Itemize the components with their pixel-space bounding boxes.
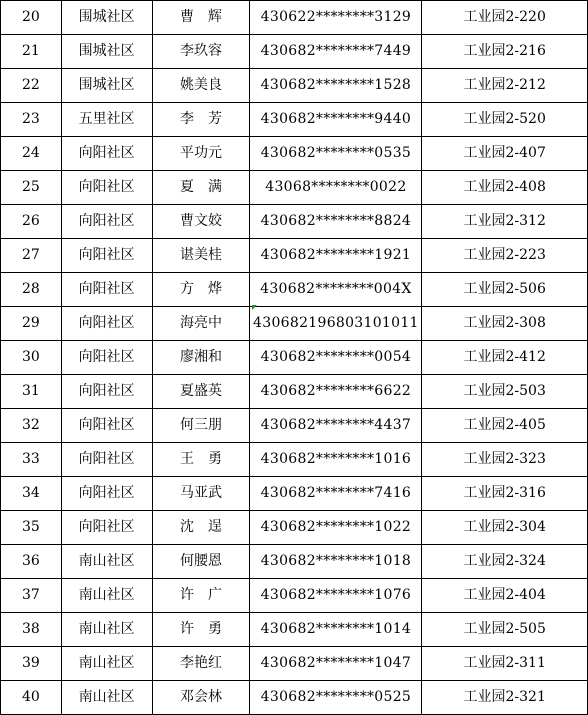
community-cell: [61, 681, 152, 715]
community-text: 南山社区: [78, 621, 135, 637]
community-cell: [61, 103, 152, 137]
id-number-cell: [250, 35, 422, 69]
community-cell: [61, 69, 152, 103]
community-text: 南山社区: [78, 553, 135, 569]
address-cell: [422, 375, 588, 409]
address-text: 工业园2-324: [463, 553, 546, 569]
id-number-text: 430682********1022: [260, 519, 412, 535]
id-number-text: 430682196803101011: [253, 315, 419, 331]
address-cell: [422, 205, 588, 239]
table-row: [1, 239, 588, 273]
row-number-cell: [1, 341, 62, 375]
name-text: 曹文姣: [180, 213, 222, 229]
name-text: 方烨: [180, 281, 236, 297]
row-number-text: 36: [21, 553, 40, 569]
id-number-text: 430682********1528: [260, 77, 412, 93]
id-number-cell: [250, 579, 422, 613]
community-cell: [61, 545, 152, 579]
address-text: 工业园2-323: [463, 451, 546, 467]
id-number-cell: [250, 613, 422, 647]
row-number-cell: [1, 681, 62, 715]
row-number-cell: [1, 477, 62, 511]
name-cell: [152, 35, 250, 69]
table-row: [1, 1, 588, 35]
address-cell: [422, 171, 588, 205]
name-text: 马亚武: [180, 485, 222, 501]
row-number-text: 33: [21, 451, 40, 467]
name-text: 许勇: [180, 621, 236, 637]
address-text: 工业园2-321: [463, 689, 546, 705]
address-text: 工业园2-407: [463, 145, 546, 161]
table-row: [1, 443, 588, 477]
id-number-text: 430682********8824: [260, 213, 412, 229]
community-text: 南山社区: [78, 689, 135, 705]
row-number-cell: [1, 443, 62, 477]
table-row: [1, 545, 588, 579]
row-number-text: 29: [21, 315, 40, 331]
name-cell: [152, 307, 250, 341]
name-text: 夏盛英: [180, 383, 222, 399]
address-cell: [422, 511, 588, 545]
id-number-text: 430682********7449: [260, 43, 412, 59]
address-text: 工业园2-404: [463, 587, 546, 603]
row-number-text: 30: [21, 349, 40, 365]
name-text: 邓会林: [180, 689, 222, 705]
name-text: 沈逞: [180, 519, 236, 535]
table-row: [1, 613, 588, 647]
id-number-text: 430682********1921: [260, 247, 412, 263]
address-cell: [422, 443, 588, 477]
address-cell: [422, 1, 588, 35]
id-number-cell: [250, 273, 422, 307]
community-text: 向阳社区: [78, 451, 135, 467]
row-number-cell: [1, 511, 62, 545]
address-text: 工业园2-412: [463, 349, 546, 365]
community-cell: [61, 511, 152, 545]
row-number-text: 37: [21, 587, 40, 603]
community-text: 向阳社区: [78, 145, 135, 161]
row-number-cell: [1, 273, 62, 307]
id-number-cell: [250, 1, 422, 35]
name-text: 海亮中: [180, 315, 222, 331]
address-text: 工业园2-223: [463, 247, 546, 263]
name-cell: [152, 103, 250, 137]
id-number-cell: [250, 375, 422, 409]
name-cell: [152, 273, 250, 307]
community-cell: [61, 35, 152, 69]
id-number-text: 430682********4437: [260, 417, 412, 433]
community-text: 围城社区: [78, 9, 135, 25]
id-number-cell: [250, 69, 422, 103]
community-cell: [61, 443, 152, 477]
address-cell: [422, 545, 588, 579]
community-text: 向阳社区: [78, 417, 135, 433]
id-number-text: 430682********1016: [260, 451, 412, 467]
id-number-cell: [250, 647, 422, 681]
address-text: 工业园2-212: [463, 77, 546, 93]
name-cell: [152, 171, 250, 205]
id-number-cell: [250, 171, 422, 205]
address-cell: [422, 307, 588, 341]
row-number-cell: [1, 613, 62, 647]
community-text: 向阳社区: [78, 519, 135, 535]
address-cell: [422, 273, 588, 307]
address-text: 工业园2-505: [463, 621, 546, 637]
table-body: [1, 1, 588, 715]
address-text: 工业园2-216: [463, 43, 546, 59]
address-cell: [422, 647, 588, 681]
community-text: 向阳社区: [78, 213, 135, 229]
id-number-cell: [250, 341, 422, 375]
table-row: [1, 511, 588, 545]
name-cell: [152, 477, 250, 511]
address-text: 工业园2-316: [463, 485, 546, 501]
row-number-cell: [1, 35, 62, 69]
address-text: 工业园2-506: [463, 281, 546, 297]
address-cell: [422, 35, 588, 69]
name-text: 李玖容: [180, 43, 222, 59]
id-number-cell: [250, 511, 422, 545]
id-number-text: 430682********9440: [260, 111, 412, 127]
cell-comment-marker: [252, 305, 257, 310]
row-number-text: 27: [21, 247, 40, 263]
community-cell: [61, 171, 152, 205]
table-row: [1, 341, 588, 375]
row-number-cell: [1, 171, 62, 205]
row-number-text: 20: [21, 9, 40, 25]
table-row: [1, 375, 588, 409]
community-cell: [61, 239, 152, 273]
address-text: 工业园2-408: [463, 179, 546, 195]
table-row: [1, 409, 588, 443]
address-cell: [422, 613, 588, 647]
name-cell: [152, 375, 250, 409]
id-number-cell: [250, 205, 422, 239]
community-cell: [61, 477, 152, 511]
name-text: 平功元: [180, 145, 222, 161]
table-row: [1, 35, 588, 69]
row-number-text: 23: [21, 111, 40, 127]
name-cell: [152, 341, 250, 375]
address-text: 工业园2-312: [463, 213, 546, 229]
name-text: 李芳: [180, 111, 236, 127]
community-text: 向阳社区: [78, 281, 135, 297]
name-cell: [152, 1, 250, 35]
name-cell: [152, 613, 250, 647]
community-text: 南山社区: [78, 655, 135, 671]
row-number-cell: [1, 1, 62, 35]
address-text: 工业园2-520: [463, 111, 546, 127]
address-cell: [422, 69, 588, 103]
id-number-cell: [250, 137, 422, 171]
id-number-cell: [250, 239, 422, 273]
community-cell: [61, 205, 152, 239]
name-cell: [152, 545, 250, 579]
row-number-cell: [1, 69, 62, 103]
table-row: [1, 171, 588, 205]
row-number-cell: [1, 545, 62, 579]
name-text: 何三朋: [180, 417, 222, 433]
row-number-cell: [1, 205, 62, 239]
community-cell: [61, 341, 152, 375]
id-number-text: 430682********0525: [260, 689, 412, 705]
address-cell: [422, 341, 588, 375]
address-text: 工业园2-304: [463, 519, 546, 535]
row-number-cell: [1, 375, 62, 409]
id-number-text: 43068********0022: [265, 179, 407, 195]
community-text: 向阳社区: [78, 485, 135, 501]
address-cell: [422, 409, 588, 443]
community-text: 向阳社区: [78, 383, 135, 399]
name-cell: [152, 239, 250, 273]
id-number-cell: [250, 681, 422, 715]
community-cell: [61, 307, 152, 341]
row-number-text: 35: [21, 519, 40, 535]
table-row: [1, 681, 588, 715]
name-text: 王勇: [180, 451, 236, 467]
row-number-text: 28: [21, 281, 40, 297]
id-number-text: 430682********1076: [260, 587, 412, 603]
id-number-text: 430682********1047: [260, 655, 412, 671]
id-number-cell: [250, 307, 422, 341]
id-number-cell: [250, 103, 422, 137]
address-cell: [422, 103, 588, 137]
community-text: 向阳社区: [78, 315, 135, 331]
name-cell: [152, 137, 250, 171]
row-number-cell: [1, 239, 62, 273]
row-number-cell: [1, 307, 62, 341]
row-number-text: 32: [21, 417, 40, 433]
community-cell: [61, 375, 152, 409]
row-number-cell: [1, 647, 62, 681]
id-number-cell: [250, 477, 422, 511]
address-text: 工业园2-503: [463, 383, 546, 399]
name-cell: [152, 647, 250, 681]
table-row: [1, 273, 588, 307]
name-text: 李艳红: [180, 655, 222, 671]
name-cell: [152, 409, 250, 443]
row-number-cell: [1, 409, 62, 443]
table-row: [1, 137, 588, 171]
community-cell: [61, 579, 152, 613]
id-number-text: 430682********1018: [260, 553, 412, 569]
community-cell: [61, 409, 152, 443]
name-cell: [152, 511, 250, 545]
name-cell: [152, 579, 250, 613]
id-number-text: 430682********0054: [260, 349, 412, 365]
row-number-text: 26: [21, 213, 40, 229]
id-number-cell: [250, 545, 422, 579]
address-cell: [422, 681, 588, 715]
community-cell: [61, 647, 152, 681]
table-row: [1, 205, 588, 239]
row-number-cell: [1, 579, 62, 613]
community-cell: [61, 613, 152, 647]
row-number-cell: [1, 137, 62, 171]
row-number-text: 22: [21, 77, 40, 93]
name-text: 姚美良: [180, 77, 222, 93]
community-cell: [61, 137, 152, 171]
table-row: [1, 477, 588, 511]
row-number-text: 21: [21, 43, 40, 59]
id-number-text: 430682********1014: [260, 621, 412, 637]
row-number-text: 39: [21, 655, 40, 671]
name-cell: [152, 205, 250, 239]
name-text: 许广: [180, 587, 236, 603]
row-number-cell: [1, 103, 62, 137]
name-text: 何腰恩: [180, 553, 222, 569]
table-row: [1, 69, 588, 103]
row-number-text: 25: [21, 179, 40, 195]
community-cell: [61, 1, 152, 35]
name-cell: [152, 681, 250, 715]
address-text: 工业园2-405: [463, 417, 546, 433]
table-row: [1, 307, 588, 341]
id-number-text: 430682********004X: [260, 281, 412, 297]
address-cell: [422, 137, 588, 171]
community-text: 五里社区: [78, 111, 135, 127]
row-number-text: 34: [21, 485, 40, 501]
row-number-text: 38: [21, 621, 40, 637]
name-text: 曹辉: [180, 9, 236, 25]
id-number-cell: [250, 443, 422, 477]
table-row: [1, 579, 588, 613]
address-cell: [422, 239, 588, 273]
address-cell: [422, 579, 588, 613]
id-number-text: 430682********0535: [260, 145, 412, 161]
community-cell: [61, 273, 152, 307]
row-number-text: 40: [21, 689, 40, 705]
community-text: 围城社区: [78, 77, 135, 93]
table-row: [1, 103, 588, 137]
id-number-text: 430682********6622: [260, 383, 412, 399]
community-text: 围城社区: [78, 43, 135, 59]
address-cell: [422, 477, 588, 511]
address-text: 工业园2-220: [463, 9, 546, 25]
row-number-text: 24: [21, 145, 40, 161]
id-number-cell: [250, 409, 422, 443]
id-number-text: 430682********7416: [260, 485, 412, 501]
row-number-text: 31: [21, 383, 40, 399]
id-number-text: 430622********3129: [260, 9, 412, 25]
name-cell: [152, 443, 250, 477]
name-text: 夏满: [180, 179, 236, 195]
name-text: 谌美桂: [180, 247, 222, 263]
name-cell: [152, 69, 250, 103]
community-text: 南山社区: [78, 587, 135, 603]
name-text: 廖湘和: [180, 349, 222, 365]
table-row: [1, 647, 588, 681]
address-text: 工业园2-308: [463, 315, 546, 331]
community-text: 向阳社区: [78, 349, 135, 365]
address-text: 工业园2-311: [463, 655, 546, 671]
community-text: 向阳社区: [78, 179, 135, 195]
community-text: 向阳社区: [78, 247, 135, 263]
